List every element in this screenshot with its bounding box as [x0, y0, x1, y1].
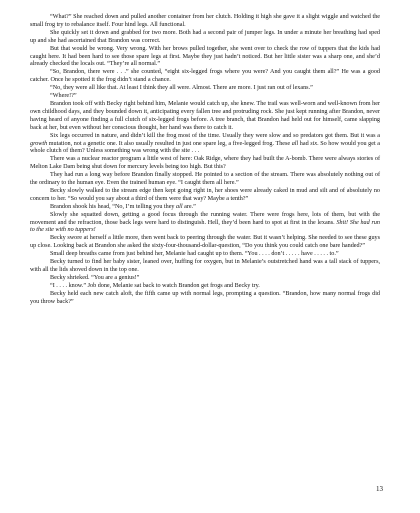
italic-text-run: Shit! She had run to the site with no tuppers! [30, 219, 381, 234]
body-paragraph [30, 46, 380, 70]
text-run: are.” [182, 203, 196, 210]
text-run: “Where!?” [50, 93, 77, 100]
text-run: There was a nuclear reactor program a little west of here: Oak Ridge, where they had built the A-bomb. There were always stories of Melton Lake Dam being shut down for mercury levels being too high. But this? [30, 156, 380, 171]
text-run: They had run a long way before Brandon finally stopped. He pointed to a section of the stream. There was absolutely nothing out of the ordinary to the human eye. Even the trained human eye. “I caught them all here.” [30, 172, 380, 187]
body-paragraph [30, 259, 380, 275]
text-run: had [298, 140, 311, 147]
body-paragraph [30, 85, 380, 93]
text-run: Six legs occurred in nature, and didn’t kill the frog most of the time. Usually they were slow and so predators got them. But it was a [50, 132, 380, 139]
page-number: 13 [376, 485, 383, 493]
body-paragraph [30, 291, 380, 307]
body-paragraph [30, 14, 380, 30]
body-paragraph [30, 212, 380, 236]
text-run: But that would be wrong. Very wrong. With her brows pulled together, she went over to check the row of tuppers that the kids had caught here. It had been hard to see those spare legs at first. Maybe they just hadn’t noticed. But her little sister was a sharp one, and she’d already checked the locals out. “They’re all normal.” [30, 45, 380, 68]
italic-text-run: six [310, 140, 318, 147]
body-paragraph [30, 172, 380, 188]
text-run: Becky held each new catch aloft, the fifth came up with normal legs, prompting a question. “Brandon, how many normal frogs did you throw back?” [30, 290, 380, 305]
body-paragraph [30, 93, 380, 101]
text-run: Becky slowly walked to the stream edge then kept going right in, her shoes were already caked in mud and silt and of absolutely no concern to her. “So would you say about a third of them were that way? Maybe a tenth?” [30, 187, 380, 202]
document-page [30, 14, 380, 307]
text-run: . So how would you get a whole clutch of them? Unless something was wrong with the site . . . [30, 140, 380, 155]
body-paragraph [30, 69, 380, 85]
body-paragraph [30, 251, 380, 259]
text-run: Brandon shook his head, “No, I’m telling you they [50, 203, 177, 210]
text-run: “I . . . . know.” Job done, Melanie sat back to watch Brandon get frogs and Becky try. [50, 282, 260, 289]
body-paragraph [30, 156, 380, 172]
text-run: mutation, not a genetic one. It also usually resulted in just one spare leg, a five-legged frog. These [47, 140, 292, 147]
text-run: “What?” She reached down and pulled another container from her clutch. Holding it high she gave it a slight wiggle and watched the small frog try to rebalance itself. Four hind legs. All functional. [30, 14, 380, 28]
text-run: She quickly set it down and grabbed for two more. Both had a second pair of jumper legs. In under a minute her breathing had sped up and she had ascertained that Brandon was correct. [30, 29, 380, 44]
body-paragraph [30, 188, 380, 204]
italic-text-run: growth [30, 140, 48, 147]
text-run: Becky turned to find her baby sister, leaned over, huffing for oxygen, but in Melanie’s outstretched hand was a tall stack of tuppers, with all the lids shoved down in the top one. [30, 259, 380, 273]
body-paragraph [30, 275, 380, 283]
italic-text-run: all [176, 203, 183, 210]
text-run: Becky shrieked. “You are a genius!” [50, 274, 140, 281]
text-run: “So, Brandon, there were . . .” she counted, “eight six-legged frogs where you were? And you caught them all?” He was a good catcher. Once he spotted it the frog didn’t stand a chance. [30, 69, 380, 84]
body-paragraph [30, 133, 380, 157]
body-paragraph [30, 204, 380, 212]
italic-text-run: all [291, 140, 299, 147]
text-run: Slowly she squatted down, getting a good focus through the running water. There were frogs here, lots of them, but with the movement and the refraction, those back legs were hard to distinguish. Hell, they’d been hard to spot at first in the lexans. [30, 211, 380, 226]
body-paragraph [30, 283, 380, 291]
text-run: “No, they were all like that. At least I think they all were. Almost. There are more. I just ran out of lexans.” [50, 85, 313, 92]
body-paragraph [30, 101, 380, 133]
body-paragraph [30, 235, 380, 251]
body-paragraph [30, 30, 380, 46]
text-run: Becky swore at herself a little more, then went back to peering through the water. But it wasn’t helping. She needed to see these guys up close. Looking back at Brandon she asked the sixty-four-thousand-dollar-question, “Do you think you could catch one bare handed?” [30, 235, 380, 250]
text-run: Brandon took off with Becky right behind him, Melanie would catch up, she knew. The trail was well-worn and well-known from her own childhood days, and they bounded down it, anticipating every fallen tree and protruding rock. She just kept running after Brandon, never having heard of anyone finding a full clutch of six-legged frogs before. A tree branch, that Brandon had held out for himself, came slapping back at her, but even without her conscious thought, her hand was there to catch it. [30, 100, 380, 131]
text-run: Small deep breaths came from just behind her, Melanie had caught up to them. “You . . . . don’t . . . . . have . . . . . to.” [50, 251, 339, 258]
